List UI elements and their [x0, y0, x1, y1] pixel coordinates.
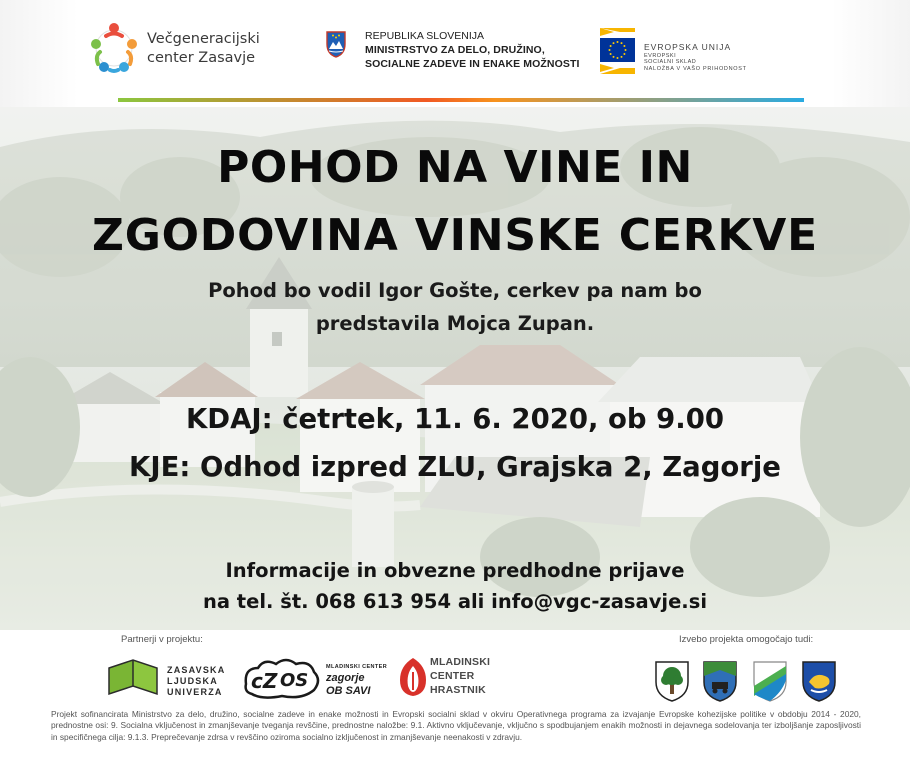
partners-label: Partnerji v projektu: — [121, 634, 203, 645]
vgc-logo-line2: center Zasavje — [147, 50, 256, 66]
mch-line3: HRASTNIK — [430, 684, 486, 696]
eu-line4: NALOŽBA V VAŠO PRIHODNOST — [644, 66, 747, 72]
svg-text:OS: OS — [280, 670, 309, 691]
village-background-photo — [0, 107, 910, 630]
ministry-line3: SOCIALNE ZADEVE IN ENAKE MOŽNOSTI — [365, 58, 580, 70]
ministry-logo[interactable] — [325, 30, 585, 74]
footer-partners — [0, 630, 910, 761]
zlu-line3: UNIVERZA — [167, 687, 223, 697]
partner-zlu-logo[interactable] — [105, 654, 230, 700]
eu-flag-icon — [600, 28, 635, 74]
red-flame-hands-icon — [396, 656, 430, 698]
mch-line2: CENTER — [430, 670, 475, 682]
partner-mch-logo[interactable] — [396, 654, 506, 700]
enablers-label: Izvebo projekta omogočajo tudi: — [679, 634, 814, 645]
header-gradient-divider — [118, 98, 804, 102]
mcz-line2: zagorje — [326, 672, 365, 684]
hrastnik-crest-icon — [752, 660, 788, 702]
poster-title-line1: POHOD NA VINE IN — [217, 142, 693, 193]
slovenia-coat-of-arms-icon — [325, 30, 347, 58]
header-logos-bar — [0, 0, 910, 107]
ministry-line1: REPUBLIKA SLOVENIJA — [365, 30, 485, 42]
ministry-line2: MINISTRSTVO ZA DELO, DRUŽINO, — [365, 44, 545, 56]
partner-mcz-logo[interactable] — [242, 654, 387, 700]
eu-line3: SOCIALNI SKLAD — [644, 59, 697, 65]
trbovlje-crest-icon — [702, 660, 738, 702]
poster-text-block — [0, 107, 910, 630]
registration-info-line1: Informacije in obvezne predhodne prijave — [225, 559, 685, 582]
litija-crest-icon — [801, 660, 837, 702]
poster-title-line2: ZGODOVINA VINSKE CERKVE — [91, 210, 819, 261]
mcz-line3: OB SAVI — [326, 685, 371, 697]
svg-text:cZ: cZ — [251, 669, 278, 693]
mcz-line1: MLADINSKI CENTER — [326, 664, 388, 670]
zlu-line1: ZASAVSKA — [167, 665, 226, 675]
vgc-zasavje-logo[interactable] — [88, 22, 268, 74]
poster-subtitle-line1: Pohod bo vodil Igor Gošte, cerkev pa nam bo — [208, 279, 702, 302]
eu-esf-logo[interactable] — [600, 28, 760, 78]
eu-line2: EVROPSKI — [644, 53, 677, 59]
mcz-blob-logo-icon — [242, 654, 322, 700]
eu-line1: EVROPSKA UNIJA — [644, 42, 732, 52]
vgc-logo-line1: Večgeneracijski — [147, 31, 260, 47]
zagorje-crest-icon — [654, 660, 690, 702]
people-circle-logo-icon — [88, 22, 140, 74]
mch-line1: MLADINSKI — [430, 656, 491, 668]
event-where: KJE: Odhod izpred ZLU, Grajska 2, Zagorje — [129, 451, 781, 483]
zlu-line2: LJUDSKA — [167, 676, 218, 686]
event-when: KDAJ: četrtek, 11. 6. 2020, ob 9.00 — [186, 403, 724, 435]
registration-contact-line[interactable]: na tel. št. 068 613 954 ali info@vgc-zasavje.si — [202, 590, 708, 613]
poster-subtitle-line2: predstavila Mojca Zupan. — [315, 312, 595, 335]
cofinancing-disclaimer: Projekt sofinancirata Ministrstvo za delo, družino, socialne zadeve in enake možnosti in Evropski socialni sklad v okviru Operativnega programa za izvajanje Evropske kohezijske politike v obdobju 2014 - 2020, prednostne osi: 9. Socialna vključenost in zmanjševanje tveganja revščine, prednostne naložbe: 9.1. Aktivno vključevanje, vključno s spodbujanjem enakih možnosti in dejavnega sodelovanja ter izboljšanje zaposljivosti in specifičnega cilja: 9.1.3. Preprečevanje zdrsa v revščino oziroma socialno izključenost in zmanjševanje neenakosti v zdravju. — [51, 709, 861, 742]
green-book-icon — [105, 654, 161, 700]
